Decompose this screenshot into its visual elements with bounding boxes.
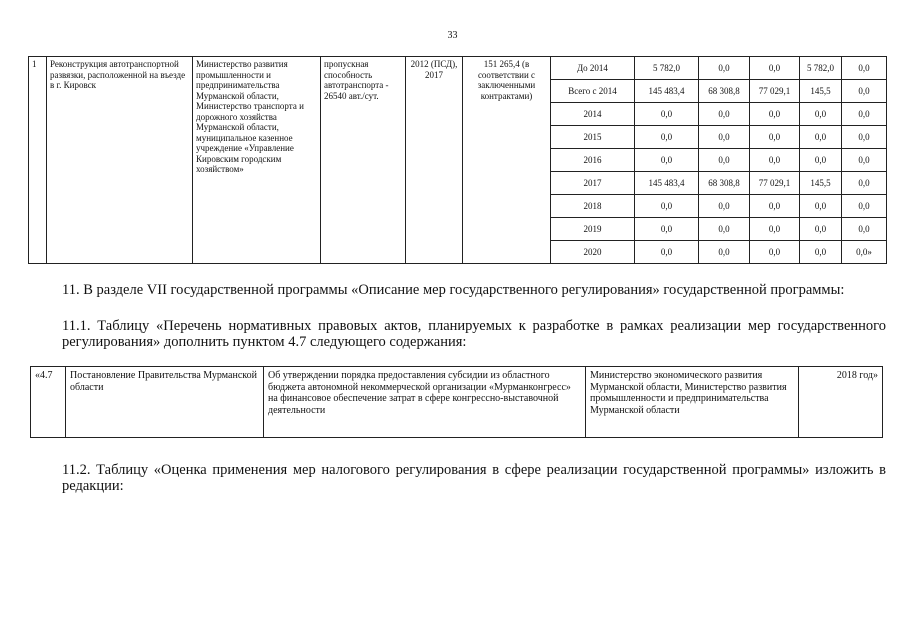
financing-value-cell: 145,5 (800, 80, 842, 103)
financing-value-cell: 0,0 (842, 126, 887, 149)
paragraph-11-2-text: 11.2. Таблицу «Оценка применения мер налогового регулирования в сфере реализации государственной программы» изложить в редакции: (62, 462, 886, 494)
financing-value-cell: 0,0 (842, 57, 887, 80)
financing-value-cell: 0,0 (842, 195, 887, 218)
financing-value-cell: 0,0 (635, 218, 699, 241)
project-financing-table (28, 56, 887, 264)
financing-period-cell: 2020 (551, 241, 635, 264)
financing-period-cell: 2019 (551, 218, 635, 241)
financing-value-cell: 0,0 (750, 241, 800, 264)
act-responsible-cell: Министерство экономического развития Мурманской области, Министерство развития промышленности и предпринимательства Мурманской области (586, 367, 799, 438)
act-deadline-cell: 2018 год» (799, 367, 883, 438)
financing-value-cell: 5 782,0 (635, 57, 699, 80)
project-name-cell: Реконструкция автотранспортной развязки, расположенной на въезде в г. Кировск (47, 57, 193, 264)
financing-period-cell: 2016 (551, 149, 635, 172)
financing-value-cell: 145,5 (800, 172, 842, 195)
financing-value-cell: 0,0 (699, 149, 750, 172)
financing-value-cell: 0,0 (750, 149, 800, 172)
paragraph-11-1-text: 11.1. Таблицу «Перечень нормативных правовых актов, планируемых к разработке в рамках реализации мер государственного регулирования» дополнить пунктом 4.7 следующего содержания: (62, 318, 886, 350)
financing-value-cell: 0,0 (699, 218, 750, 241)
financing-value-cell: 0,0» (842, 241, 887, 264)
page-number: 33 (447, 30, 458, 41)
act-subject-cell: Об утверждении порядка предоставления субсидии из областного бюджета автономной некоммерческой организации «Мурманконгресс» на финансовое обеспечение затрат в сфере конгрессно-выставочной деятельности (264, 367, 586, 438)
financing-value-cell: 0,0 (635, 241, 699, 264)
financing-value-cell: 145 483,4 (635, 80, 699, 103)
paragraph-11 (28, 282, 886, 298)
financing-value-cell: 0,0 (699, 57, 750, 80)
financing-value-cell: 145 483,4 (635, 172, 699, 195)
financing-value-cell: 0,0 (635, 195, 699, 218)
financing-value-cell: 0,0 (800, 218, 842, 241)
financing-value-cell: 68 308,8 (699, 80, 750, 103)
measure-number-cell: «4.7 (31, 367, 66, 438)
paragraph-11-text: 11. В разделе VII государственной программы «Описание мер государственного регулирования» государственной программы: (62, 282, 845, 298)
table-row (29, 57, 887, 80)
financing-value-cell: 5 782,0 (800, 57, 842, 80)
financing-value-cell: 0,0 (800, 149, 842, 172)
paragraph-11-2 (28, 462, 886, 494)
table-row (31, 367, 883, 438)
financing-value-cell: 0,0 (750, 195, 800, 218)
financing-value-cell: 0,0 (800, 195, 842, 218)
financing-value-cell: 0,0 (800, 103, 842, 126)
financing-value-cell: 0,0 (699, 126, 750, 149)
financing-value-cell: 0,0 (699, 241, 750, 264)
financing-period-cell: До 2014 (551, 57, 635, 80)
cost-cell: 151 265,4 (в соответствии с заключенными контрактами) (463, 57, 551, 264)
financing-value-cell: 0,0 (635, 149, 699, 172)
financing-value-cell: 77 029,1 (750, 80, 800, 103)
responsible-cell: Министерство развития промышленности и предпринимательства Мурманской области, Министерство транспорта и дорожного хозяйства Мурманской области, муниципальное казенное учреждение «Управление Кировским городским хозяйством» (193, 57, 321, 264)
financing-value-cell: 0,0 (842, 103, 887, 126)
row-number-cell: 1 (29, 57, 47, 264)
financing-value-cell: 0,0 (635, 103, 699, 126)
financing-value-cell: 0,0 (842, 149, 887, 172)
financing-period-cell: 2017 (551, 172, 635, 195)
paragraph-11-1 (28, 318, 886, 350)
financing-period-cell: 2018 (551, 195, 635, 218)
financing-value-cell: 77 029,1 (750, 172, 800, 195)
financing-value-cell: 0,0 (842, 80, 887, 103)
act-type-cell: Постановление Правительства Мурманской области (66, 367, 264, 438)
financing-value-cell: 0,0 (699, 103, 750, 126)
financing-value-cell: 0,0 (842, 218, 887, 241)
financing-value-cell: 0,0 (800, 241, 842, 264)
financing-period-cell: 2015 (551, 126, 635, 149)
financing-value-cell: 0,0 (800, 126, 842, 149)
financing-value-cell: 0,0 (750, 126, 800, 149)
financing-value-cell: 0,0 (750, 57, 800, 80)
capacity-cell: пропускная способность автотранспорта - 26540 авт./сут. (321, 57, 406, 264)
project-financing-rows (29, 57, 887, 264)
financing-value-cell: 0,0 (750, 218, 800, 241)
financing-value-cell: 0,0 (750, 103, 800, 126)
financing-period-cell: 2014 (551, 103, 635, 126)
financing-value-cell: 0,0 (699, 195, 750, 218)
financing-value-cell: 0,0 (635, 126, 699, 149)
financing-value-cell: 68 308,8 (699, 172, 750, 195)
financing-value-cell: 0,0 (842, 172, 887, 195)
financing-period-cell: Всего с 2014 (551, 80, 635, 103)
period-cell: 2012 (ПСД), 2017 (406, 57, 463, 264)
normative-acts-table (30, 366, 883, 438)
